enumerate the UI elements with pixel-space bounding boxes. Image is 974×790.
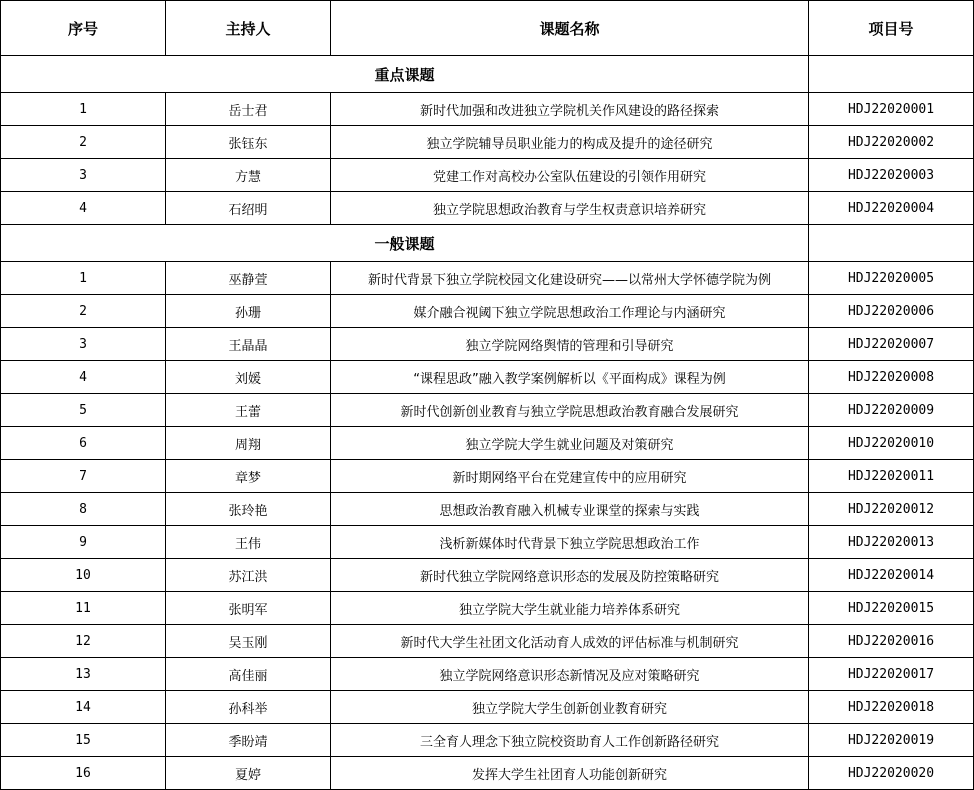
row-project-code: HDJ22020012 <box>809 493 974 526</box>
row-project-code: HDJ22020014 <box>809 559 974 592</box>
row-host: 孙珊 <box>166 295 331 328</box>
table-row <box>1 592 974 625</box>
row-title: 新时代独立学院网络意识形态的发展及防控策略研究 <box>331 559 809 592</box>
row-title: 新时代背景下独立学院校园文化建设研究——以常州大学怀德学院为例 <box>331 262 809 295</box>
table-row <box>1 93 974 126</box>
section-row <box>1 225 974 262</box>
row-title: 独立学院大学生就业能力培养体系研究 <box>331 592 809 625</box>
section-row <box>1 56 974 93</box>
row-project-code: HDJ22020016 <box>809 625 974 658</box>
row-index: 2 <box>1 126 166 159</box>
row-title: 新时代加强和改进独立学院机关作风建设的路径探索 <box>331 93 809 126</box>
row-title: 三全育人理念下独立院校资助育人工作创新路径研究 <box>331 724 809 757</box>
table-row <box>1 625 974 658</box>
row-index: 9 <box>1 526 166 559</box>
row-title: 新时代大学生社团文化活动育人成效的评估标准与机制研究 <box>331 625 809 658</box>
table-row <box>1 159 974 192</box>
row-project-code: HDJ22020004 <box>809 192 974 225</box>
row-project-code: HDJ22020018 <box>809 691 974 724</box>
row-project-code: HDJ22020011 <box>809 460 974 493</box>
row-host: 孙科举 <box>166 691 331 724</box>
row-host: 季盼靖 <box>166 724 331 757</box>
row-host: 夏婷 <box>166 757 331 790</box>
table-row <box>1 658 974 691</box>
row-title: 独立学院网络意识形态新情况及应对策略研究 <box>331 658 809 691</box>
row-host: 张钰东 <box>166 126 331 159</box>
table-row <box>1 526 974 559</box>
row-project-code: HDJ22020013 <box>809 526 974 559</box>
row-host: 方慧 <box>166 159 331 192</box>
table-row <box>1 192 974 225</box>
row-host: 张玲艳 <box>166 493 331 526</box>
row-index: 13 <box>1 658 166 691</box>
row-index: 7 <box>1 460 166 493</box>
row-host: 周翔 <box>166 427 331 460</box>
table-row <box>1 262 974 295</box>
row-host: 巫静萱 <box>166 262 331 295</box>
row-project-code: HDJ22020019 <box>809 724 974 757</box>
row-project-code: HDJ22020007 <box>809 328 974 361</box>
section-label: 重点课题 <box>1 56 809 93</box>
row-title: 独立学院大学生就业问题及对策研究 <box>331 427 809 460</box>
table-body <box>1 1 974 790</box>
row-project-code: HDJ22020010 <box>809 427 974 460</box>
section-label: 一般课题 <box>1 225 809 262</box>
row-index: 15 <box>1 724 166 757</box>
row-host: 吴玉刚 <box>166 625 331 658</box>
table-row <box>1 394 974 427</box>
row-title: “课程思政”融入教学案例解析以《平面构成》课程为例 <box>331 361 809 394</box>
row-index: 5 <box>1 394 166 427</box>
row-index: 12 <box>1 625 166 658</box>
row-index: 11 <box>1 592 166 625</box>
row-project-code: HDJ22020008 <box>809 361 974 394</box>
table-row <box>1 493 974 526</box>
table-row <box>1 295 974 328</box>
row-title: 思想政治教育融入机械专业课堂的探索与实践 <box>331 493 809 526</box>
row-index: 10 <box>1 559 166 592</box>
row-index: 1 <box>1 93 166 126</box>
section-blank-cell <box>809 225 974 262</box>
header-title: 课题名称 <box>331 1 809 56</box>
table-row <box>1 427 974 460</box>
row-title: 独立学院思想政治教育与学生权责意识培养研究 <box>331 192 809 225</box>
row-index: 4 <box>1 361 166 394</box>
row-index: 3 <box>1 328 166 361</box>
row-title: 浅析新媒体时代背景下独立学院思想政治工作 <box>331 526 809 559</box>
header-code: 项目号 <box>809 1 974 56</box>
row-host: 王蕾 <box>166 394 331 427</box>
table-row <box>1 460 974 493</box>
row-title: 新时代创新创业教育与独立学院思想政治教育融合发展研究 <box>331 394 809 427</box>
row-host: 刘媛 <box>166 361 331 394</box>
row-host: 王晶晶 <box>166 328 331 361</box>
section-blank-cell <box>809 56 974 93</box>
row-index: 2 <box>1 295 166 328</box>
row-host: 石绍明 <box>166 192 331 225</box>
table-row <box>1 559 974 592</box>
row-title: 发挥大学生社团育人功能创新研究 <box>331 757 809 790</box>
row-index: 14 <box>1 691 166 724</box>
table-row <box>1 328 974 361</box>
row-host: 高佳丽 <box>166 658 331 691</box>
row-project-code: HDJ22020005 <box>809 262 974 295</box>
row-host: 苏江洪 <box>166 559 331 592</box>
table-row <box>1 691 974 724</box>
header-host: 主持人 <box>166 1 331 56</box>
row-index: 1 <box>1 262 166 295</box>
row-title: 媒介融合视阈下独立学院思想政治工作理论与内涵研究 <box>331 295 809 328</box>
row-title: 党建工作对高校办公室队伍建设的引领作用研究 <box>331 159 809 192</box>
table-row <box>1 361 974 394</box>
row-host: 章梦 <box>166 460 331 493</box>
row-index: 6 <box>1 427 166 460</box>
row-project-code: HDJ22020002 <box>809 126 974 159</box>
row-index: 16 <box>1 757 166 790</box>
row-project-code: HDJ22020015 <box>809 592 974 625</box>
row-title: 独立学院大学生创新创业教育研究 <box>331 691 809 724</box>
row-index: 3 <box>1 159 166 192</box>
header-index: 序号 <box>1 1 166 56</box>
row-index: 4 <box>1 192 166 225</box>
table-row <box>1 724 974 757</box>
row-host: 张明军 <box>166 592 331 625</box>
row-title: 独立学院辅导员职业能力的构成及提升的途径研究 <box>331 126 809 159</box>
row-project-code: HDJ22020020 <box>809 757 974 790</box>
row-project-code: HDJ22020003 <box>809 159 974 192</box>
row-project-code: HDJ22020006 <box>809 295 974 328</box>
row-host: 王伟 <box>166 526 331 559</box>
row-host: 岳士君 <box>166 93 331 126</box>
row-title: 独立学院网络舆情的管理和引导研究 <box>331 328 809 361</box>
table-row <box>1 757 974 790</box>
row-project-code: HDJ22020017 <box>809 658 974 691</box>
table-row <box>1 126 974 159</box>
row-project-code: HDJ22020009 <box>809 394 974 427</box>
row-title: 新时期网络平台在党建宣传中的应用研究 <box>331 460 809 493</box>
row-index: 8 <box>1 493 166 526</box>
header-row <box>1 1 974 56</box>
row-project-code: HDJ22020001 <box>809 93 974 126</box>
